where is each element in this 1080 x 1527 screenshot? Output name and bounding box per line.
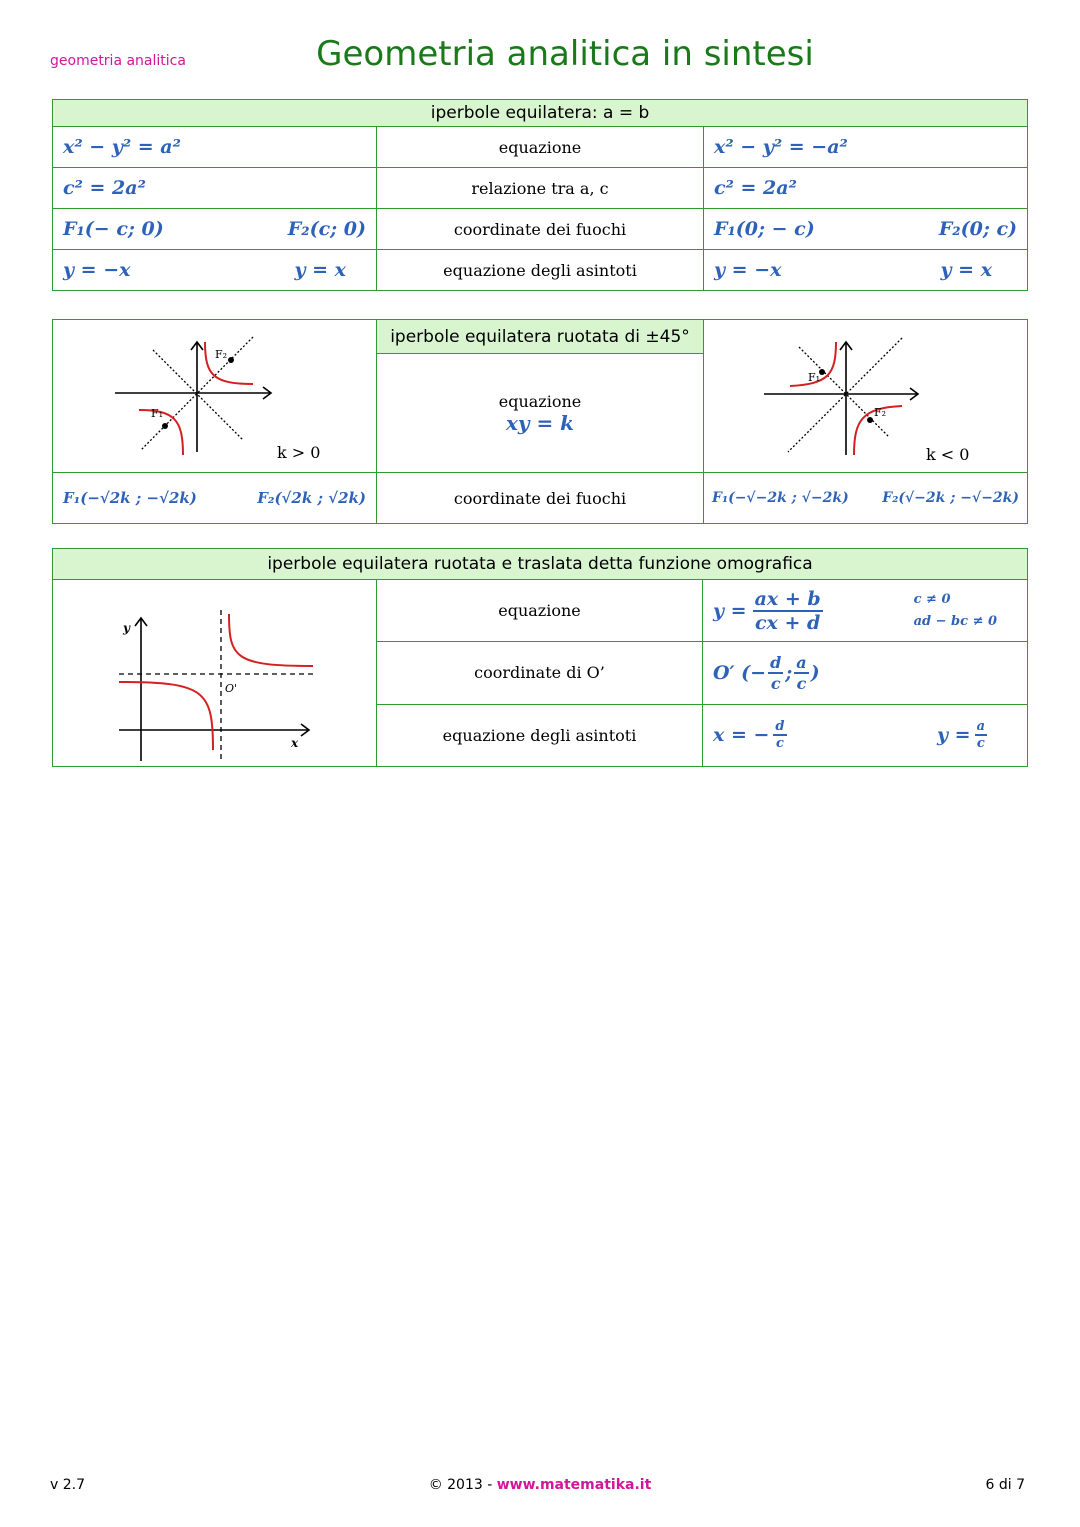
hyperbola-branch xyxy=(119,682,213,750)
page-title: Geometria analitica in sintesi xyxy=(316,34,814,74)
asymptote-denominator: c xyxy=(976,736,985,752)
section-label: geometria analitica xyxy=(50,53,186,69)
table-iperbole-ruotata xyxy=(52,319,1028,524)
focus-f2-k-positive: F₂(√2k ; √2k) xyxy=(257,489,366,507)
focus-label: F₂ xyxy=(215,348,228,361)
table-funzione-omografica xyxy=(52,548,1028,767)
copyright xyxy=(0,1477,1080,1493)
asymptote-denominator: c xyxy=(775,736,784,752)
asymptote-line xyxy=(788,338,902,452)
equation-label: equazione xyxy=(498,391,582,411)
origin-prime-label: O' xyxy=(225,682,238,695)
table-row xyxy=(53,127,1028,168)
table-row xyxy=(53,473,1028,524)
asymptote-numerator: d xyxy=(775,719,785,735)
table-iperbole-equilatera xyxy=(52,99,1028,291)
focus-label: F₂ xyxy=(874,406,887,419)
asymptote-lhs: y = xyxy=(937,724,971,747)
table-row xyxy=(53,250,1028,291)
asymptote-line xyxy=(799,347,889,437)
focus-f1-k-positive: F₁(−√2k ; −√2k) xyxy=(63,489,197,507)
hyperbola-branch xyxy=(229,614,313,666)
row-label: equazione degli asintoti xyxy=(377,250,704,291)
site-link[interactable]: www.matematika.it xyxy=(496,1477,652,1493)
row-label: coordinate dei fuochi xyxy=(377,473,704,524)
focus-f2-right: F₂(0; c) xyxy=(938,218,1018,240)
equation-xy-k: xy = k xyxy=(505,410,575,435)
graph-k-negative-cell xyxy=(704,320,1028,473)
coord-numerator: a xyxy=(796,652,807,672)
asymptote2-right: y = x xyxy=(940,259,993,281)
table-title: iperbole equilatera ruotata di ±45° xyxy=(377,320,704,354)
relation-right: c² = 2a² xyxy=(714,177,797,199)
focus-f2-k-negative: F₂(√−2k ; −√−2k) xyxy=(882,490,1019,506)
asymptote2-left: y = x xyxy=(294,259,346,281)
k-positive-label: k > 0 xyxy=(277,443,321,462)
coord-suffix: ) xyxy=(810,661,820,684)
graph-k-positive-cell xyxy=(53,320,377,473)
vertical-asymptote-equation xyxy=(713,719,787,751)
asymptote-numerator: a xyxy=(976,719,986,735)
row-label: coordinate di O’ xyxy=(377,642,703,704)
table-row xyxy=(53,209,1028,250)
copyright-text: © 2013 - xyxy=(428,1477,497,1493)
asymptote-lhs: x = − xyxy=(713,724,770,747)
hyperbola-k-positive-graph xyxy=(53,320,375,472)
k-negative-label: k < 0 xyxy=(926,445,970,464)
horizontal-asymptote-equation xyxy=(937,719,987,751)
version-label: v 2.7 xyxy=(50,1477,85,1493)
focus-point xyxy=(867,417,873,423)
page-number: 6 di 7 xyxy=(985,1477,1025,1493)
equation-denominator: cx + d xyxy=(754,611,821,634)
coord-separator: ; xyxy=(785,661,793,684)
table-title: iperbole equilatera: a = b xyxy=(53,100,1028,127)
asymptote1-right: y = −x xyxy=(714,259,782,281)
row-label: equazione xyxy=(377,127,704,168)
omographic-function-graph xyxy=(53,580,375,766)
row-label: equazione degli asintoti xyxy=(377,704,703,766)
coord-prefix: O′ (− xyxy=(713,661,767,684)
equation-right: x² − y² = −a² xyxy=(714,136,848,158)
coord-denominator: c xyxy=(770,673,781,693)
equation-lhs: y = xyxy=(713,599,747,622)
condition-ad-bc: ad − bc ≠ 0 xyxy=(913,613,998,629)
relation-left: c² = 2a² xyxy=(63,177,146,199)
focus-f1-left: F₁(− c; 0) xyxy=(63,218,164,240)
graph-omografica-cell xyxy=(53,580,377,767)
equation-left: x² − y² = a² xyxy=(63,136,181,158)
coord-denominator: c xyxy=(796,673,807,693)
row-label: equazione xyxy=(377,580,703,642)
table-row xyxy=(53,168,1028,209)
equation-numerator: ax + b xyxy=(754,587,821,610)
table-title: iperbole equilatera ruotata e traslata detta funzione omografica xyxy=(53,549,1028,580)
focus-f1-right: F₁(0; − c) xyxy=(714,218,815,240)
row-label: relazione tra a, c xyxy=(377,168,704,209)
focus-f1-k-negative: F₁(−√−2k ; √−2k) xyxy=(712,490,849,506)
condition-c: c ≠ 0 xyxy=(913,591,951,607)
coord-numerator: d xyxy=(770,652,782,672)
x-axis-label: x xyxy=(291,736,299,750)
origin-prime-coordinates xyxy=(713,653,820,693)
focus-label: F₁ xyxy=(151,407,164,420)
hyperbola-k-negative-graph xyxy=(704,320,1026,472)
asymptote1-left: y = −x xyxy=(63,259,131,281)
y-axis-label: y xyxy=(123,621,130,635)
focus-point xyxy=(162,423,168,429)
focus-point xyxy=(228,357,234,363)
focus-label: F₁ xyxy=(808,371,821,384)
focus-f2-left: F₂(c; 0) xyxy=(287,218,366,240)
omographic-equation xyxy=(713,588,823,634)
row-label: coordinate dei fuochi xyxy=(377,209,704,250)
